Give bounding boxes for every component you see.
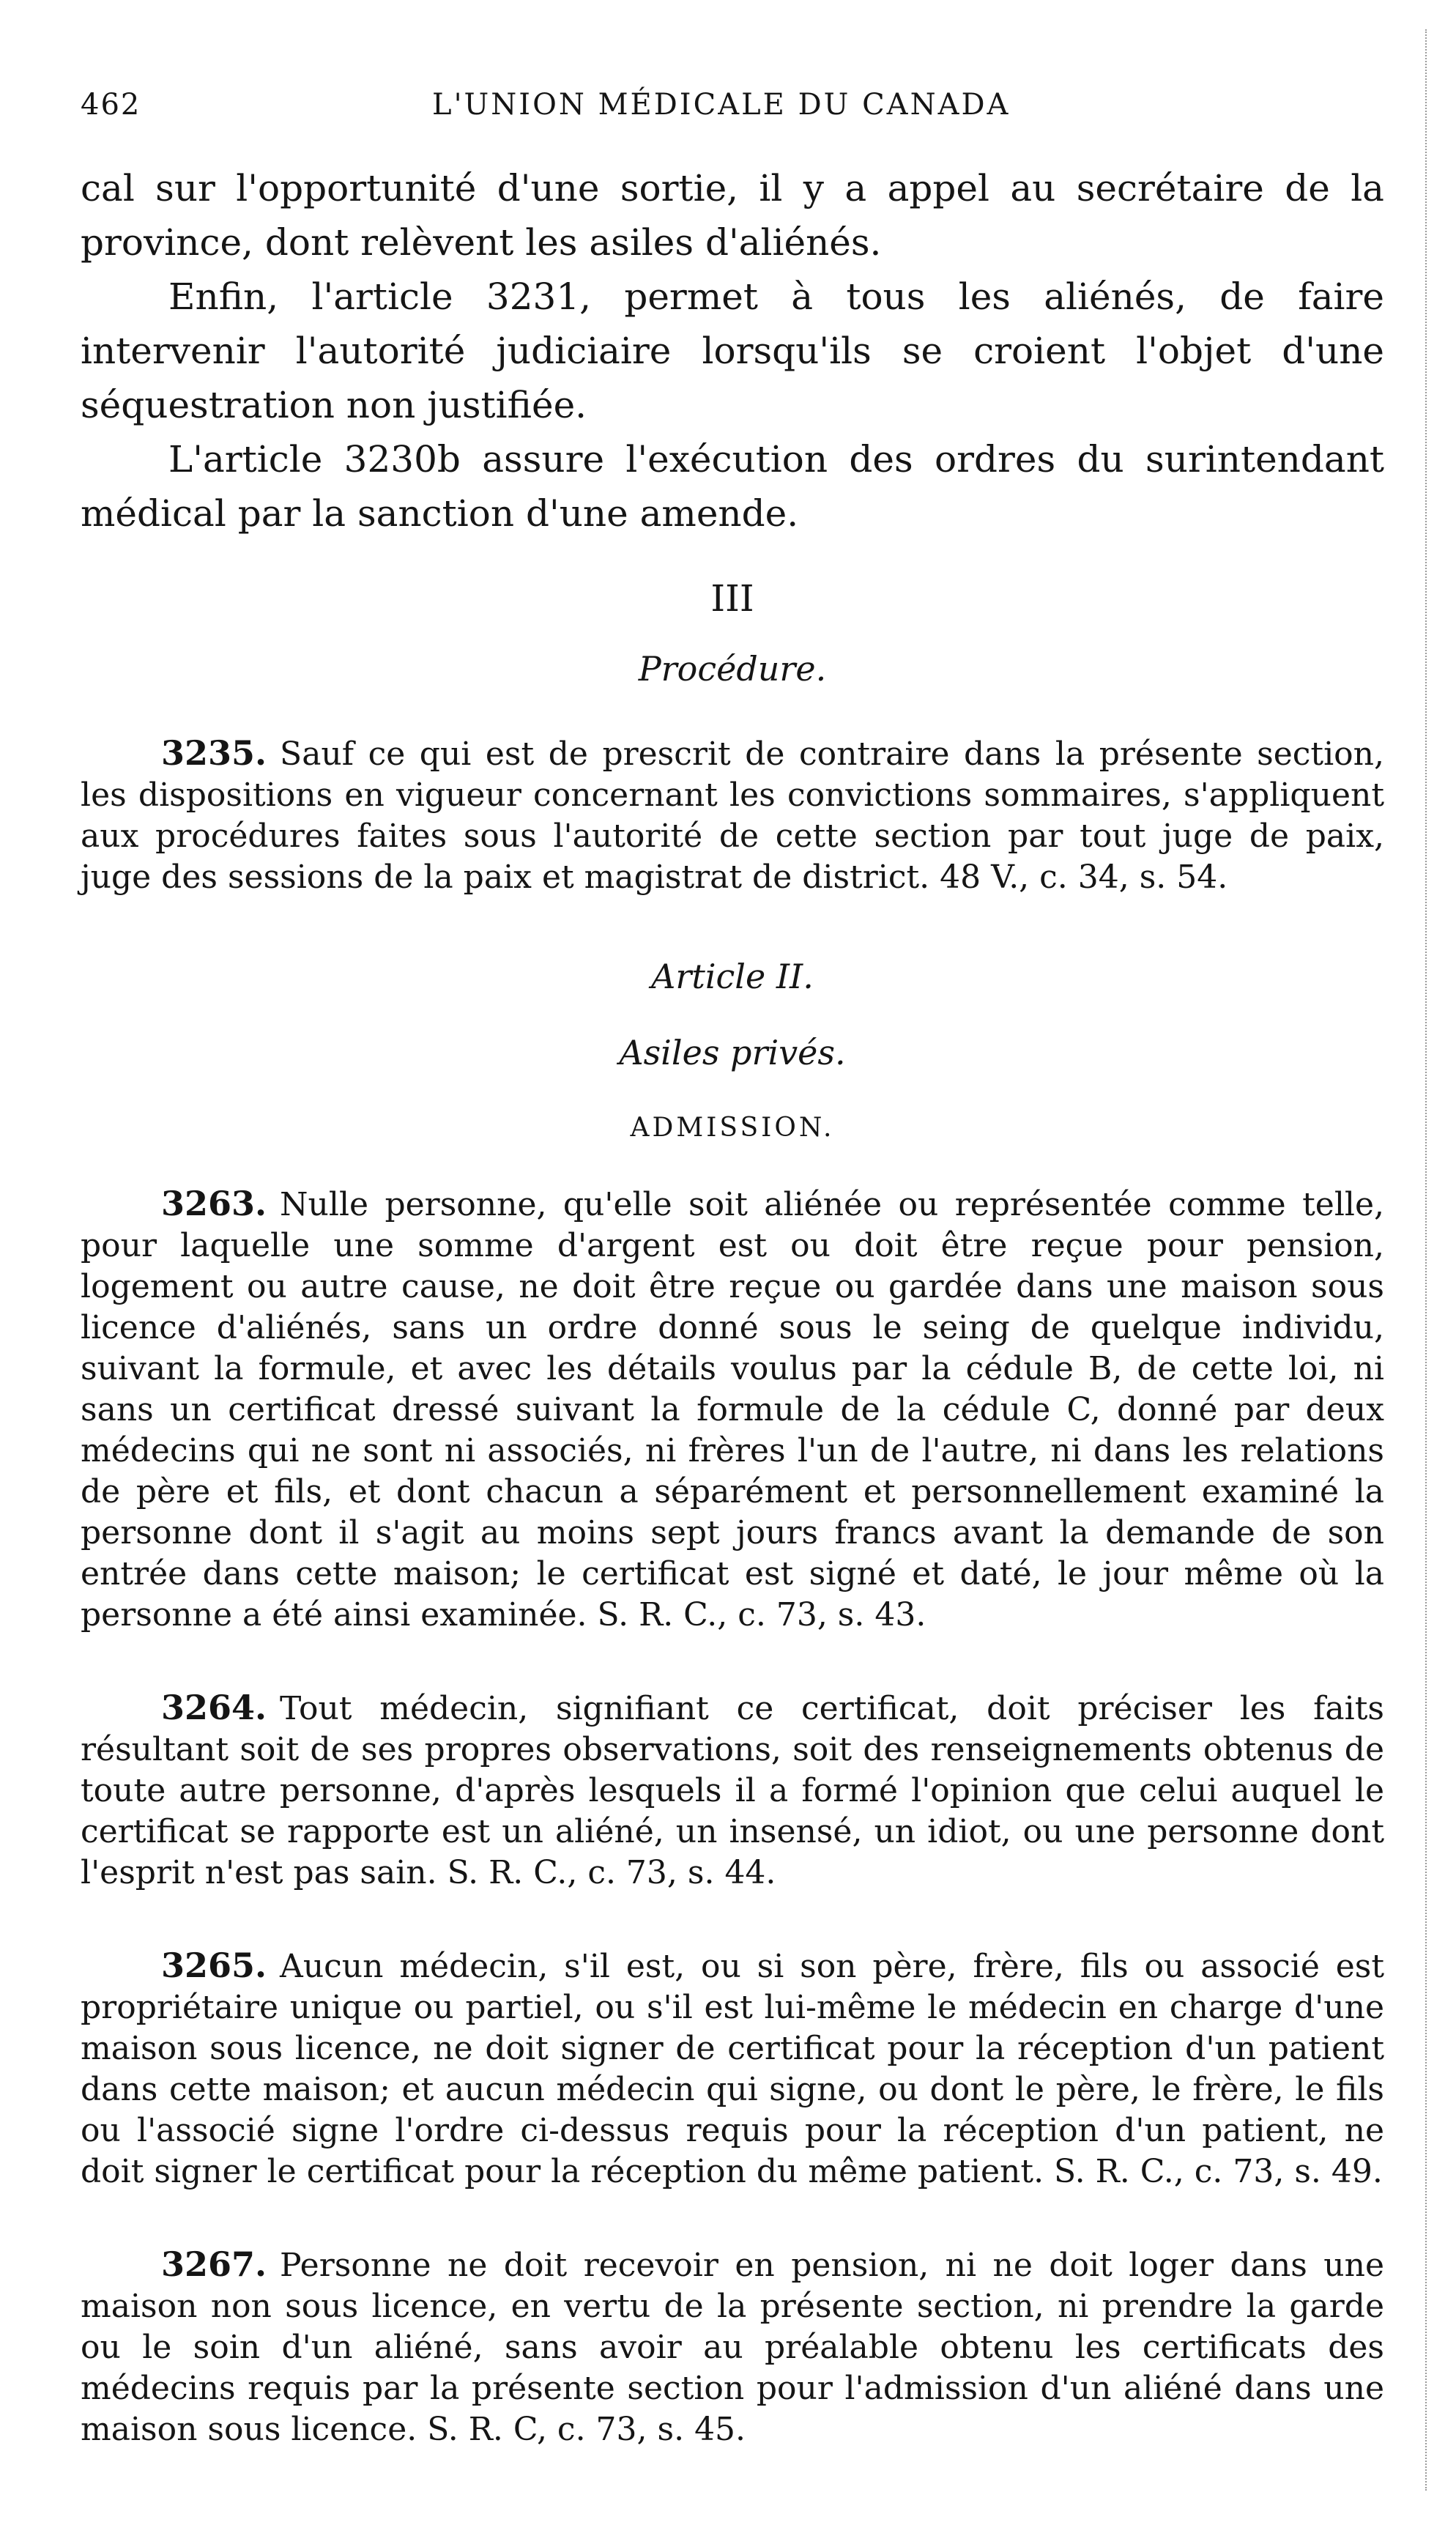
article-subtitle: Asiles privés.	[619, 1033, 846, 1072]
article-text: Nulle personne, qu'elle soit aliénée ou représentée comme telle, pour laquelle une somme d'argent est ou doit être reçue pour pension, logement ou autre cause, ne doit être reçue ou gardée dans une maison sous licence d'aliénés, sans un ordre donné sous le seing de quelque individu, suivant la formule, et avec les détails voulus par la cédule B, de cette loi, ni sans un certificat dressé suivant la formule de la cédule C, donné par deux médecins qui ne sont ni associés, ni frères l'un de l'autre, ni dans les relations de père et fils, et dont chacun a séparément et personnellement examiné la personne dont il s'agit au moins sept jours francs avant la demande de son entrée dans cette maison; le certificat est signé et daté, le jour même où la personne a été ainsi examinée. S. R. C., c. 73, s. 43.	[81, 1186, 1384, 1634]
article-number: 3235.	[161, 733, 267, 773]
page	[81, 88, 1384, 2450]
law-article-3265	[81, 1945, 1384, 2192]
law-article-3235	[81, 733, 1384, 898]
article-text: Aucun médecin, s'il est, ou si son père, frère, fils ou associé est propriétaire unique ou partiel, ou s'il est lui-même le médecin en charge d'une maison sous licence, ne doit signer de certificat pour la réception d'un patient dans cette maison; et aucun médecin qui signe, ou dont le père, le frère, le fils ou l'associé signe l'ordre ci-dessus requis pour la réception d'un patient, ne doit signer le certificat pour la réception du même patient. S. R. C., c. 73, s. 49.	[81, 1948, 1384, 2190]
intro-paragraph-1: cal sur l'opportunité d'une sortie, il y a appel au secrétaire de la province, dont relèvent les asiles d'aliénés.	[81, 167, 1384, 264]
running-title: L'UNION MÉDICALE DU CANADA	[432, 88, 1011, 122]
article-number: 3265.	[161, 1946, 267, 1985]
intro-paragraph-3: L'article 3230b assure l'exécution des ordres du surintendant médical par la sanction d'une amende.	[81, 438, 1384, 535]
scan-margin-edge	[1419, 29, 1427, 2491]
page-number: 462	[81, 88, 141, 122]
law-article-3267	[81, 2244, 1384, 2450]
article-title: Article II.	[651, 957, 814, 996]
article-number: 3267.	[161, 2244, 267, 2284]
section-title: Procédure.	[638, 649, 827, 689]
admission-heading: ADMISSION.	[630, 1113, 835, 1143]
article-text: Tout médecin, signifiant ce certificat, doit préciser les faits résultant soit de ses propres observations, soit des renseignements obtenus de toute autre personne, d'après lesquels il a formé l'opinion que celui auquel le certificat se rapporte est un aliéné, un insensé, un idiot, ou une personne dont l'esprit n'est pas sain. S. R. C., c. 73, s. 44.	[81, 1690, 1384, 1891]
intro-text	[81, 161, 1384, 541]
law-article-3264	[81, 1687, 1384, 1894]
article-text: Sauf ce qui est de prescrit de contraire dans la présente section, les dispositions en vigueur concernant les convictions sommaires, s'appliquent aux procédures faites sous l'autorité de cette section par tout juge de paix, juge des sessions de la paix et magistrat de district. 48 V., c. 34, s. 54.	[81, 735, 1384, 896]
section-number: III	[710, 577, 754, 620]
article-text: Personne ne doit recevoir en pension, ni ne doit loger dans une maison non sous licence, en vertu de la présente section, ni prendre la garde ou le soin d'un aliéné, sans avoir au préalable obtenu les certificats des médecins requis par la présente section pour l'admission d'un aliéné dans une maison sous licence. S. R. C, c. 73, s. 45.	[81, 2247, 1384, 2448]
law-article-3263	[81, 1183, 1384, 1636]
page-header	[81, 88, 1384, 132]
article-number: 3263.	[161, 1184, 267, 1223]
article-number: 3264.	[161, 1688, 267, 1727]
intro-paragraph-2: Enfin, l'article 3231, permet à tous les aliénés, de faire intervenir l'autorité judiciaire lorsqu'ils se croient l'objet d'une séquestration non justifiée.	[81, 275, 1384, 426]
